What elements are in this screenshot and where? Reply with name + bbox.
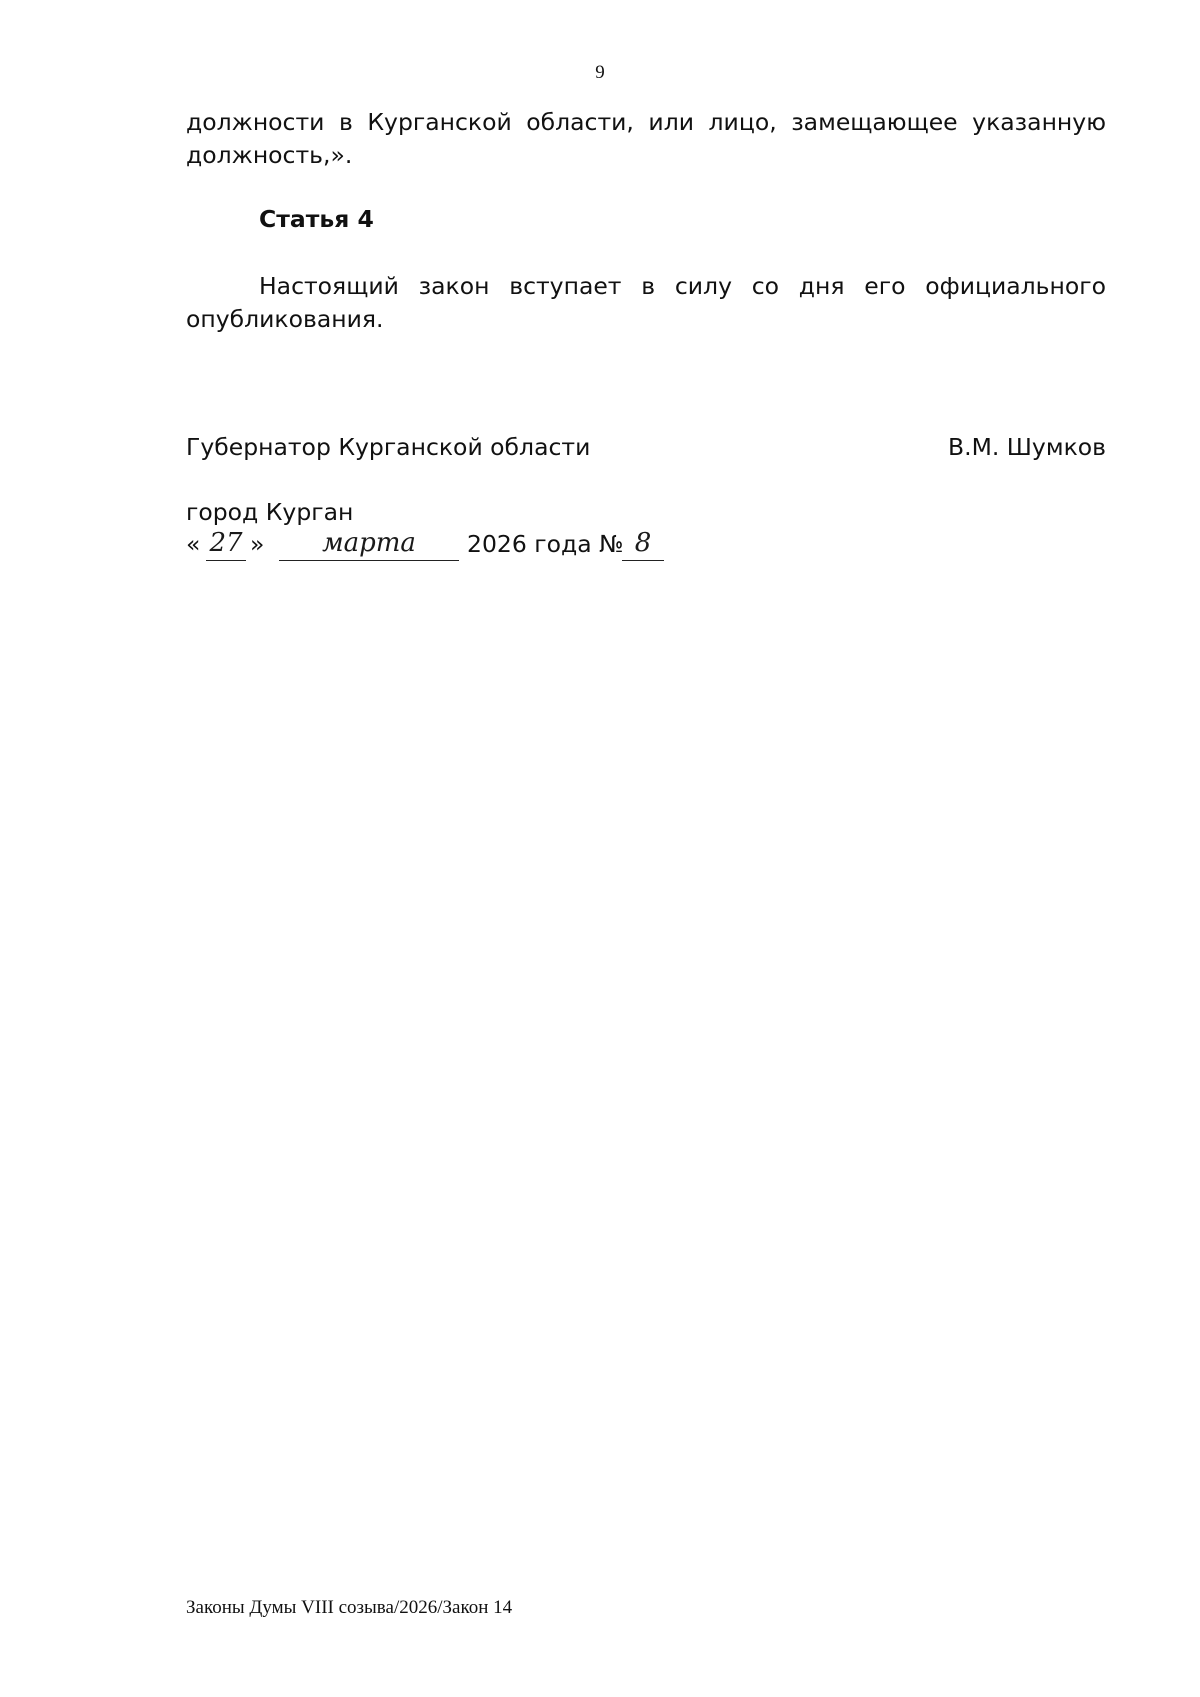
article-line: Настоящий закон вступает в силу со дня его официального: [259, 272, 1106, 300]
article-heading: Статья 4: [259, 205, 374, 233]
month-blank: [279, 528, 459, 561]
handwritten-day: 27: [209, 528, 243, 558]
day-blank: [206, 528, 246, 561]
signatory-name: В.М. Шумков: [948, 433, 1106, 461]
handwritten-number: 8: [634, 528, 652, 558]
close-quote: »: [250, 530, 265, 558]
signature-block: [186, 433, 1106, 461]
signatory-position: Губернатор Курганской области: [186, 433, 591, 461]
year-and-number-label: 2026 года №: [467, 530, 624, 558]
document-footer: Законы Думы VIII созыва/2026/Закон 14: [186, 1597, 513, 1618]
paragraph-line: должность,».: [186, 141, 353, 169]
article-line: опубликования.: [186, 305, 384, 333]
paragraph-line: должности в Курганской области, или лицо, замещающее указанную: [186, 108, 1106, 136]
city-name: город Курган: [186, 498, 354, 526]
article-text: [186, 270, 1106, 336]
open-quote: «: [186, 530, 201, 558]
paragraph-continuation: [186, 106, 1106, 172]
handwritten-month: марта: [322, 528, 416, 558]
number-blank: [622, 528, 664, 561]
page-number: 9: [595, 62, 605, 83]
